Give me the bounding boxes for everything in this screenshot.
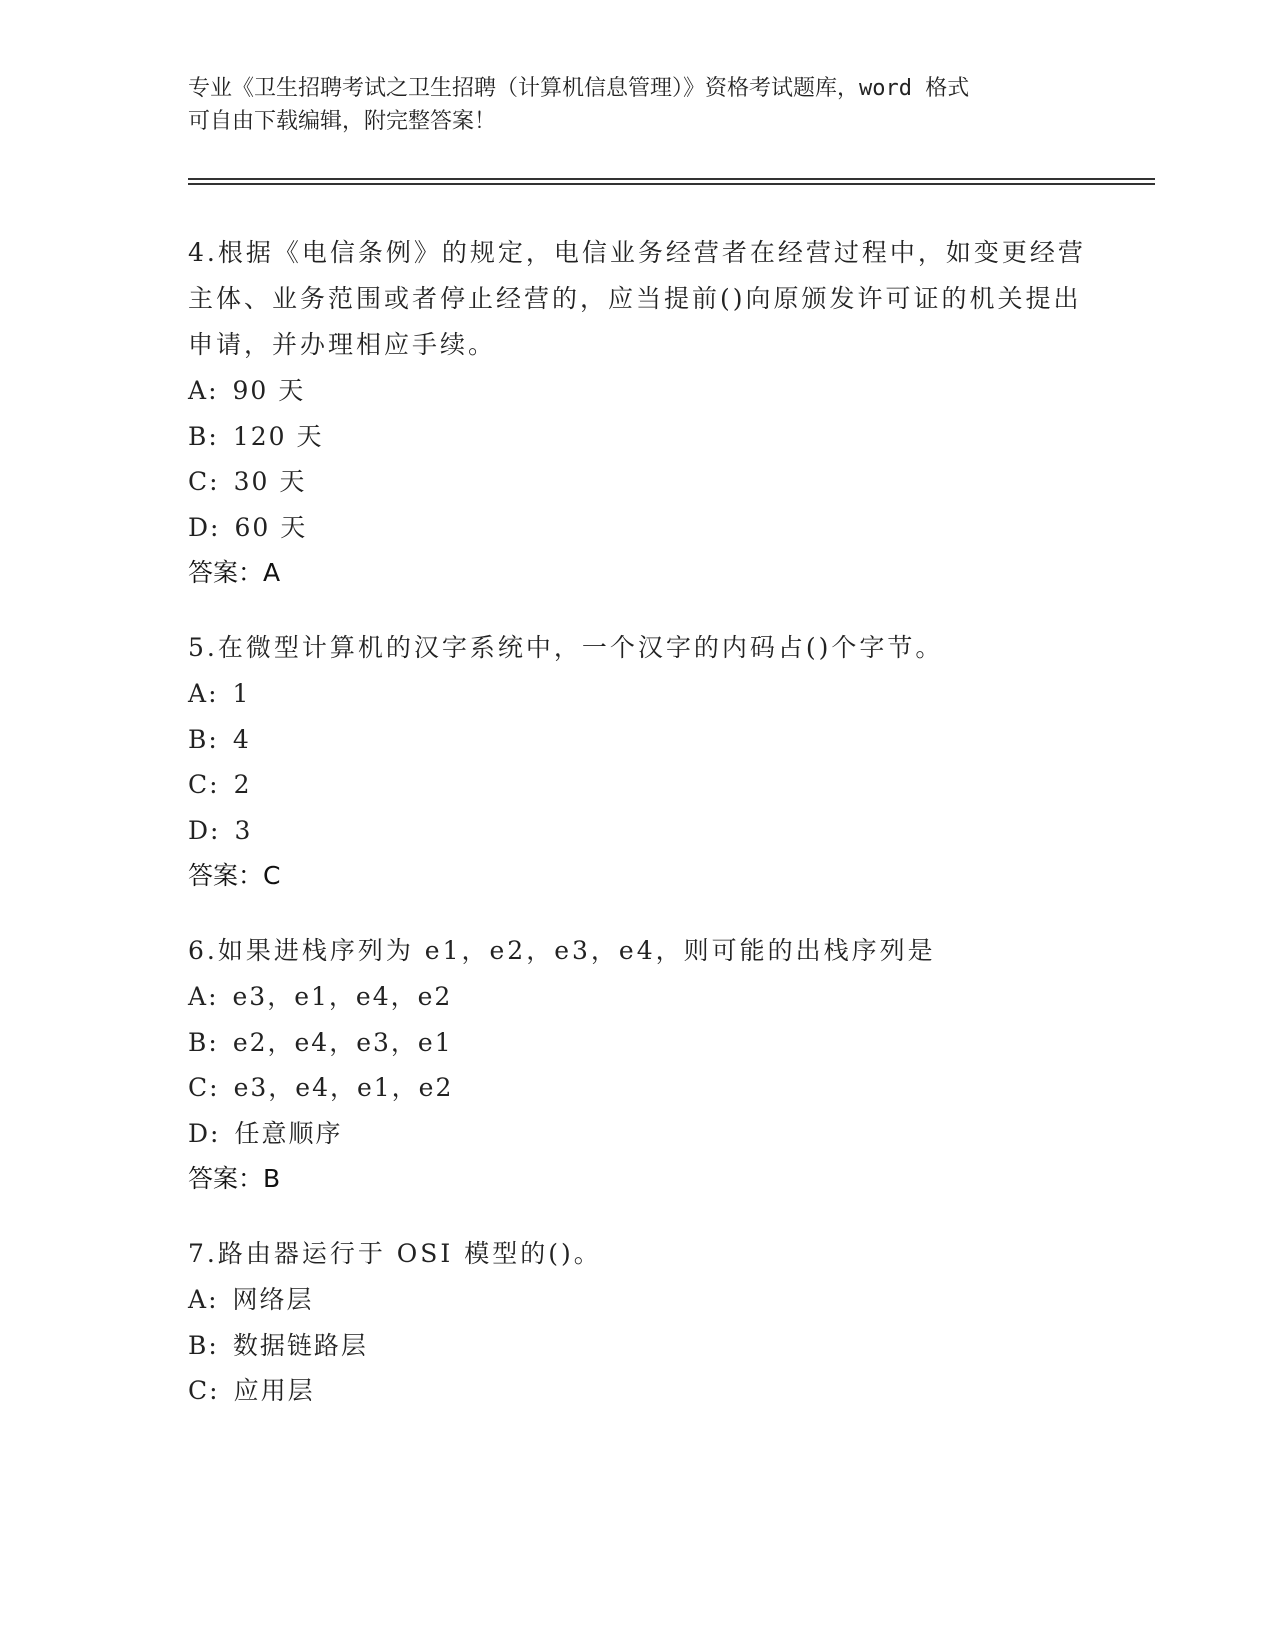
option-text: 1: [232, 679, 251, 708]
option-key: C: [188, 1073, 210, 1102]
option-separator: :: [208, 376, 219, 405]
option-separator: :: [208, 982, 219, 1011]
option-key: B: [188, 1027, 209, 1057]
option-separator: :: [210, 815, 221, 845]
option-a: [188, 368, 1088, 414]
option-c: [188, 459, 1088, 505]
option-key: B: [188, 724, 209, 754]
document-header: [188, 72, 1068, 138]
option-c: [188, 1368, 1088, 1414]
option-d: [188, 1111, 1088, 1157]
answer-line: 答案：A: [188, 558, 281, 587]
option-key: A: [188, 1285, 209, 1314]
option-text: 60 天: [234, 512, 308, 542]
option-text: 30 天: [233, 467, 307, 496]
option-text: 4: [232, 724, 251, 754]
option-text: e2，e4，e3，e1: [232, 1027, 453, 1057]
header-divider-bottom: [188, 183, 1155, 185]
option-d: [188, 505, 1088, 551]
option-key: A: [188, 679, 209, 708]
header-line-1: 专业《卫生招聘考试之卫生招聘（计算机信息管理）》资格考试题库，word 格式: [188, 76, 970, 101]
option-a: [188, 671, 1088, 717]
option-key: A: [188, 982, 209, 1011]
option-c: [188, 762, 1088, 808]
option-key: B: [188, 1330, 209, 1360]
option-text: 网络层: [232, 1285, 314, 1314]
option-separator: :: [208, 1330, 219, 1360]
option-key: D: [188, 512, 211, 542]
option-text: 90 天: [232, 376, 306, 405]
option-text: 2: [233, 770, 252, 799]
option-separator: :: [208, 1027, 219, 1057]
option-separator: :: [209, 467, 220, 496]
question-stem: 7.路由器运行于 OSI 模型的()。: [188, 1239, 602, 1268]
question-item: [188, 928, 1088, 1201]
option-separator: :: [209, 770, 220, 799]
option-separator: :: [208, 421, 219, 451]
option-key: A: [188, 376, 209, 405]
question-item: [188, 625, 1088, 898]
option-b: [188, 1323, 1088, 1369]
option-text: 任意顺序: [234, 1118, 343, 1148]
option-d: [188, 808, 1088, 854]
option-separator: :: [210, 512, 221, 542]
option-key: D: [188, 815, 211, 845]
option-separator: :: [208, 1285, 219, 1314]
option-b: [188, 414, 1088, 460]
option-text: e3，e1，e4，e2: [232, 982, 453, 1011]
question-list: [188, 230, 1088, 1444]
option-text: 120 天: [232, 421, 324, 451]
header-line-2: 可自由下载编辑，附完整答案！: [188, 109, 497, 134]
option-c: [188, 1065, 1088, 1111]
question-item: [188, 230, 1088, 595]
option-key: C: [188, 467, 210, 496]
option-separator: :: [210, 1118, 221, 1148]
option-key: C: [188, 1376, 210, 1405]
option-text: e3，e4，e1，e2: [233, 1073, 454, 1102]
option-separator: :: [209, 1376, 220, 1405]
option-key: D: [188, 1118, 211, 1148]
question-stem: 5.在微型计算机的汉字系统中，一个汉字的内码占()个字节。: [188, 633, 944, 662]
option-a: [188, 1277, 1088, 1323]
question-stem: 6.如果进栈序列为 e1，e2，e3，e4，则可能的出栈序列是: [188, 936, 936, 965]
option-separator: :: [208, 679, 219, 708]
answer-line: 答案：B: [188, 1164, 281, 1193]
option-b: [188, 1020, 1088, 1066]
option-text: 3: [234, 815, 253, 845]
answer-line: 答案：C: [188, 861, 281, 890]
option-separator: :: [208, 724, 219, 754]
header-divider-top: [188, 178, 1155, 180]
option-key: B: [188, 421, 209, 451]
option-text: 数据链路层: [232, 1330, 368, 1360]
option-b: [188, 717, 1088, 763]
option-a: [188, 974, 1088, 1020]
option-separator: :: [209, 1073, 220, 1102]
question-item: [188, 1231, 1088, 1414]
option-text: 应用层: [233, 1376, 315, 1405]
option-key: C: [188, 770, 210, 799]
question-stem: 4.根据《电信条例》的规定，电信业务经营者在经营过程中，如变更经营主体、业务范围或者停止经营的，应当提前()向原颁发许可证的机关提出申请，并办理相应手续。: [188, 238, 1086, 359]
